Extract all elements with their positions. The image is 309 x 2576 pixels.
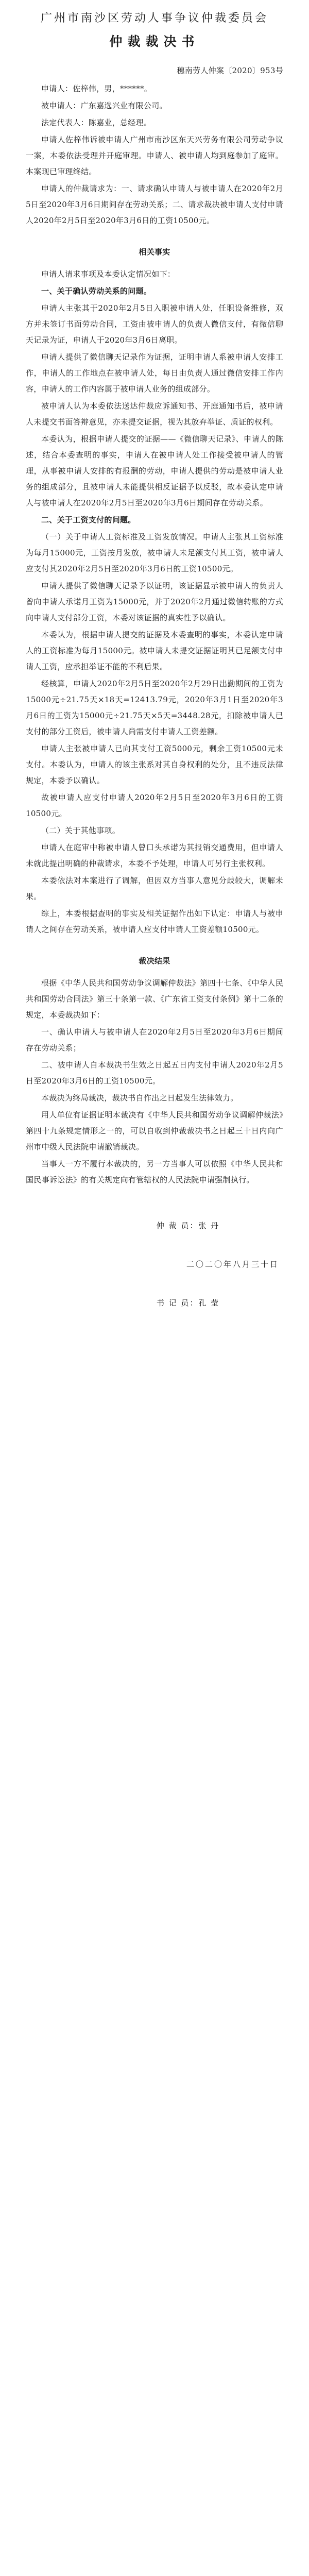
facts-paragraph: 本委认为，根据申请人提交的证据及本委查明的事实，本委认定申请人的工资标准为每月15000元。被申请人未提交证据证明其已足额支付申请人工资，应承担举证不能的不利后果。 [26, 630, 283, 671]
verdict-item: 一、确认申请人与被申请人在2020年2月5日至2020年3月6日期间存在劳动关系； [26, 1027, 283, 1053]
case-number: 穗南劳人仲案〔2020〕953号 [177, 66, 283, 75]
verdict-paragraph: 当事人一方不履行本裁决的，另一方当事人可以依照《中华人民共和国民事诉讼法》的有关规定向有管辖权的人民法院申请强制执行。 [26, 1159, 283, 1184]
claims-paragraph: 申请人的仲裁请求为：一、请求确认申请人与被申请人在2020年2月5日至2020年3月6日期间存在劳动关系；二、请求裁决被申请人支付申请人2020年2月5日至2020年3月6日的工资10500元。 [26, 184, 283, 225]
verdict-heading: 裁决结果 [139, 956, 170, 965]
verdict-paragraph: 根据《中华人民共和国劳动争议调解仲裁法》第四十七条、《中华人民共和国劳动合同法》第三十条第一款、《广东省工资支付条例》第十二条的规定，本委裁决如下： [26, 978, 283, 1020]
facts-paragraph: 申请人主张其于2020年2月5日入职被申请人处，任职设备维修，双方并未签订书面劳动合同，工资由被申请人的负责人微信支付，有微信聊天记录为证，申请人于2020年3月6日离职。 [26, 303, 283, 345]
issuing-organization: 广州市南沙区劳动人事争议仲裁委员会 [40, 12, 268, 25]
intro-paragraph: 申请人佐梓伟诉被申请人广州市南沙区东天兴劳务有限公司劳动争议一案，本委依法受理并开庭审理。申请人、被申请人均到庭参加了庭审。本案现已审理终结。 [26, 135, 283, 176]
facts-heading: 相关事实 [139, 247, 170, 257]
document-title: 仲裁裁决书 [109, 34, 200, 49]
section-wage-heading: 二、关于工资支付的问题。 [41, 515, 136, 524]
facts-intro: 申请人请求事项及本委认定情况如下： [41, 269, 176, 279]
facts-paragraph: 综上，本委根据查明的事实及相关证据作出如下认定：申请人与被申请人之间存在劳动关系，被申请人应支付申请人工资差额10500元。 [26, 909, 283, 934]
facts-paragraph: 故被申请人应支付申请人2020年2月5日至2020年3月6日的工资10500元。 [26, 793, 283, 818]
facts-paragraph: 本委认为，根据申请人提交的证据——《微信聊天记录》、申请人的陈述，结合本委查明的事实，申请人在被申请人处工作接受被申请人的管理，从事被申请人安排的有报酬的劳动，申请人提供的劳动是被申请人业务的组成部分，且被申请人未能提供相反证据予以反驳，故本委认定申请人与被申请人在2020年2月5日至2020年3月6日期间存在劳动关系。 [26, 434, 283, 507]
section-labor-relation-heading: 一、关于确认劳动关系的问题。 [41, 286, 152, 296]
party-respondent: 被申请人：广东嘉选兴业有限公司。 [41, 101, 167, 110]
verdict-item: 二、被申请人自本裁决书生效之日起五日内支付申请人2020年2月5日至2020年3月6日的工资10500元。 [26, 1060, 283, 1086]
facts-paragraph: 申请人提供了微信聊天记录予以证明，该证据显示被申请人的负责人曾向申请人承诺月工资为15000元，并于2020年2月通过微信转账的方式向申请人支付部分工资，本委对该证据的真实性予以确认。 [26, 581, 283, 622]
party-legal-representative: 法定代表人：陈嘉业，总经理。 [41, 118, 152, 127]
clerk-signature: 书 记 员：孔 莹 [156, 1298, 220, 1308]
facts-paragraph: 申请人主张被申请人已向其支付工资5000元，剩余工资10500元未支付。本委认为，申请人的该主张系对其自身权利的处分，且不违反法律规定，本委予以确认。 [26, 744, 283, 785]
party-applicant: 申请人：佐梓伟，男，******。 [41, 84, 152, 93]
verdict-paragraph: 用人单位有证据证明本裁决有《中华人民共和国劳动争议调解仲裁法》第四十九条规定情形之一的，可以自收到仲裁裁决书之日起三十日内向广州市中级人民法院申请撤销裁决。 [26, 1110, 283, 1151]
facts-paragraph: 申请人在庭审中称被申请人曾口头承诺为其报销交通费用，但申请人未就此提出明确的仲裁请求，本委不予处理，申请人可另行主张权利。 [26, 843, 283, 868]
facts-paragraph: 本委依法对本案进行了调解，但因双方当事人意见分歧较大，调解未果。 [26, 876, 283, 901]
facts-paragraph: 申请人提供了微信聊天记录作为证据，证明申请人系被申请人安排工作，申请人的工作地点在被申请人处，每日由负责人通过微信安排工作内容，申请人的工作内容属于被申请人业务的组成部分。 [26, 352, 283, 394]
arbitrator-signature: 仲 裁 员：张 丹 [156, 1221, 220, 1230]
judgment-date: 二〇二〇年八月三十日 [186, 1260, 279, 1269]
verdict-paragraph: 本裁决为终局裁决，裁决书自作出之日起发生法律效力。 [41, 1093, 238, 1103]
facts-paragraph: （二）关于其他事项。 [41, 826, 121, 835]
facts-paragraph: （一）关于申请人工资标准及工资发放情况。申请人主张其工资标准为每月15000元，工资按月发放，被申请人未足额支付其工资，被申请人应支付其2020年2月5日至2020年3月6日的工资10500元。 [26, 532, 283, 573]
facts-paragraph: 经核算，申请人2020年2月5日至2020年2月29日出勤期间的工资为15000元÷21.75天×18天=12413.79元，2020年3月1日至2020年3月6日的工资为15000元÷21.75天×5天=3448.28元，扣除被申请人已支付的部分工资后，被申请人尚需支付申请人工资差额。 [26, 679, 283, 736]
facts-paragraph: 被申请人认为本委依法送达仲裁应诉通知书、开庭通知书后，被申请人未提交书面答辩意见，亦未提交证据，视为其放弃举证、质证的权利。 [26, 401, 283, 427]
